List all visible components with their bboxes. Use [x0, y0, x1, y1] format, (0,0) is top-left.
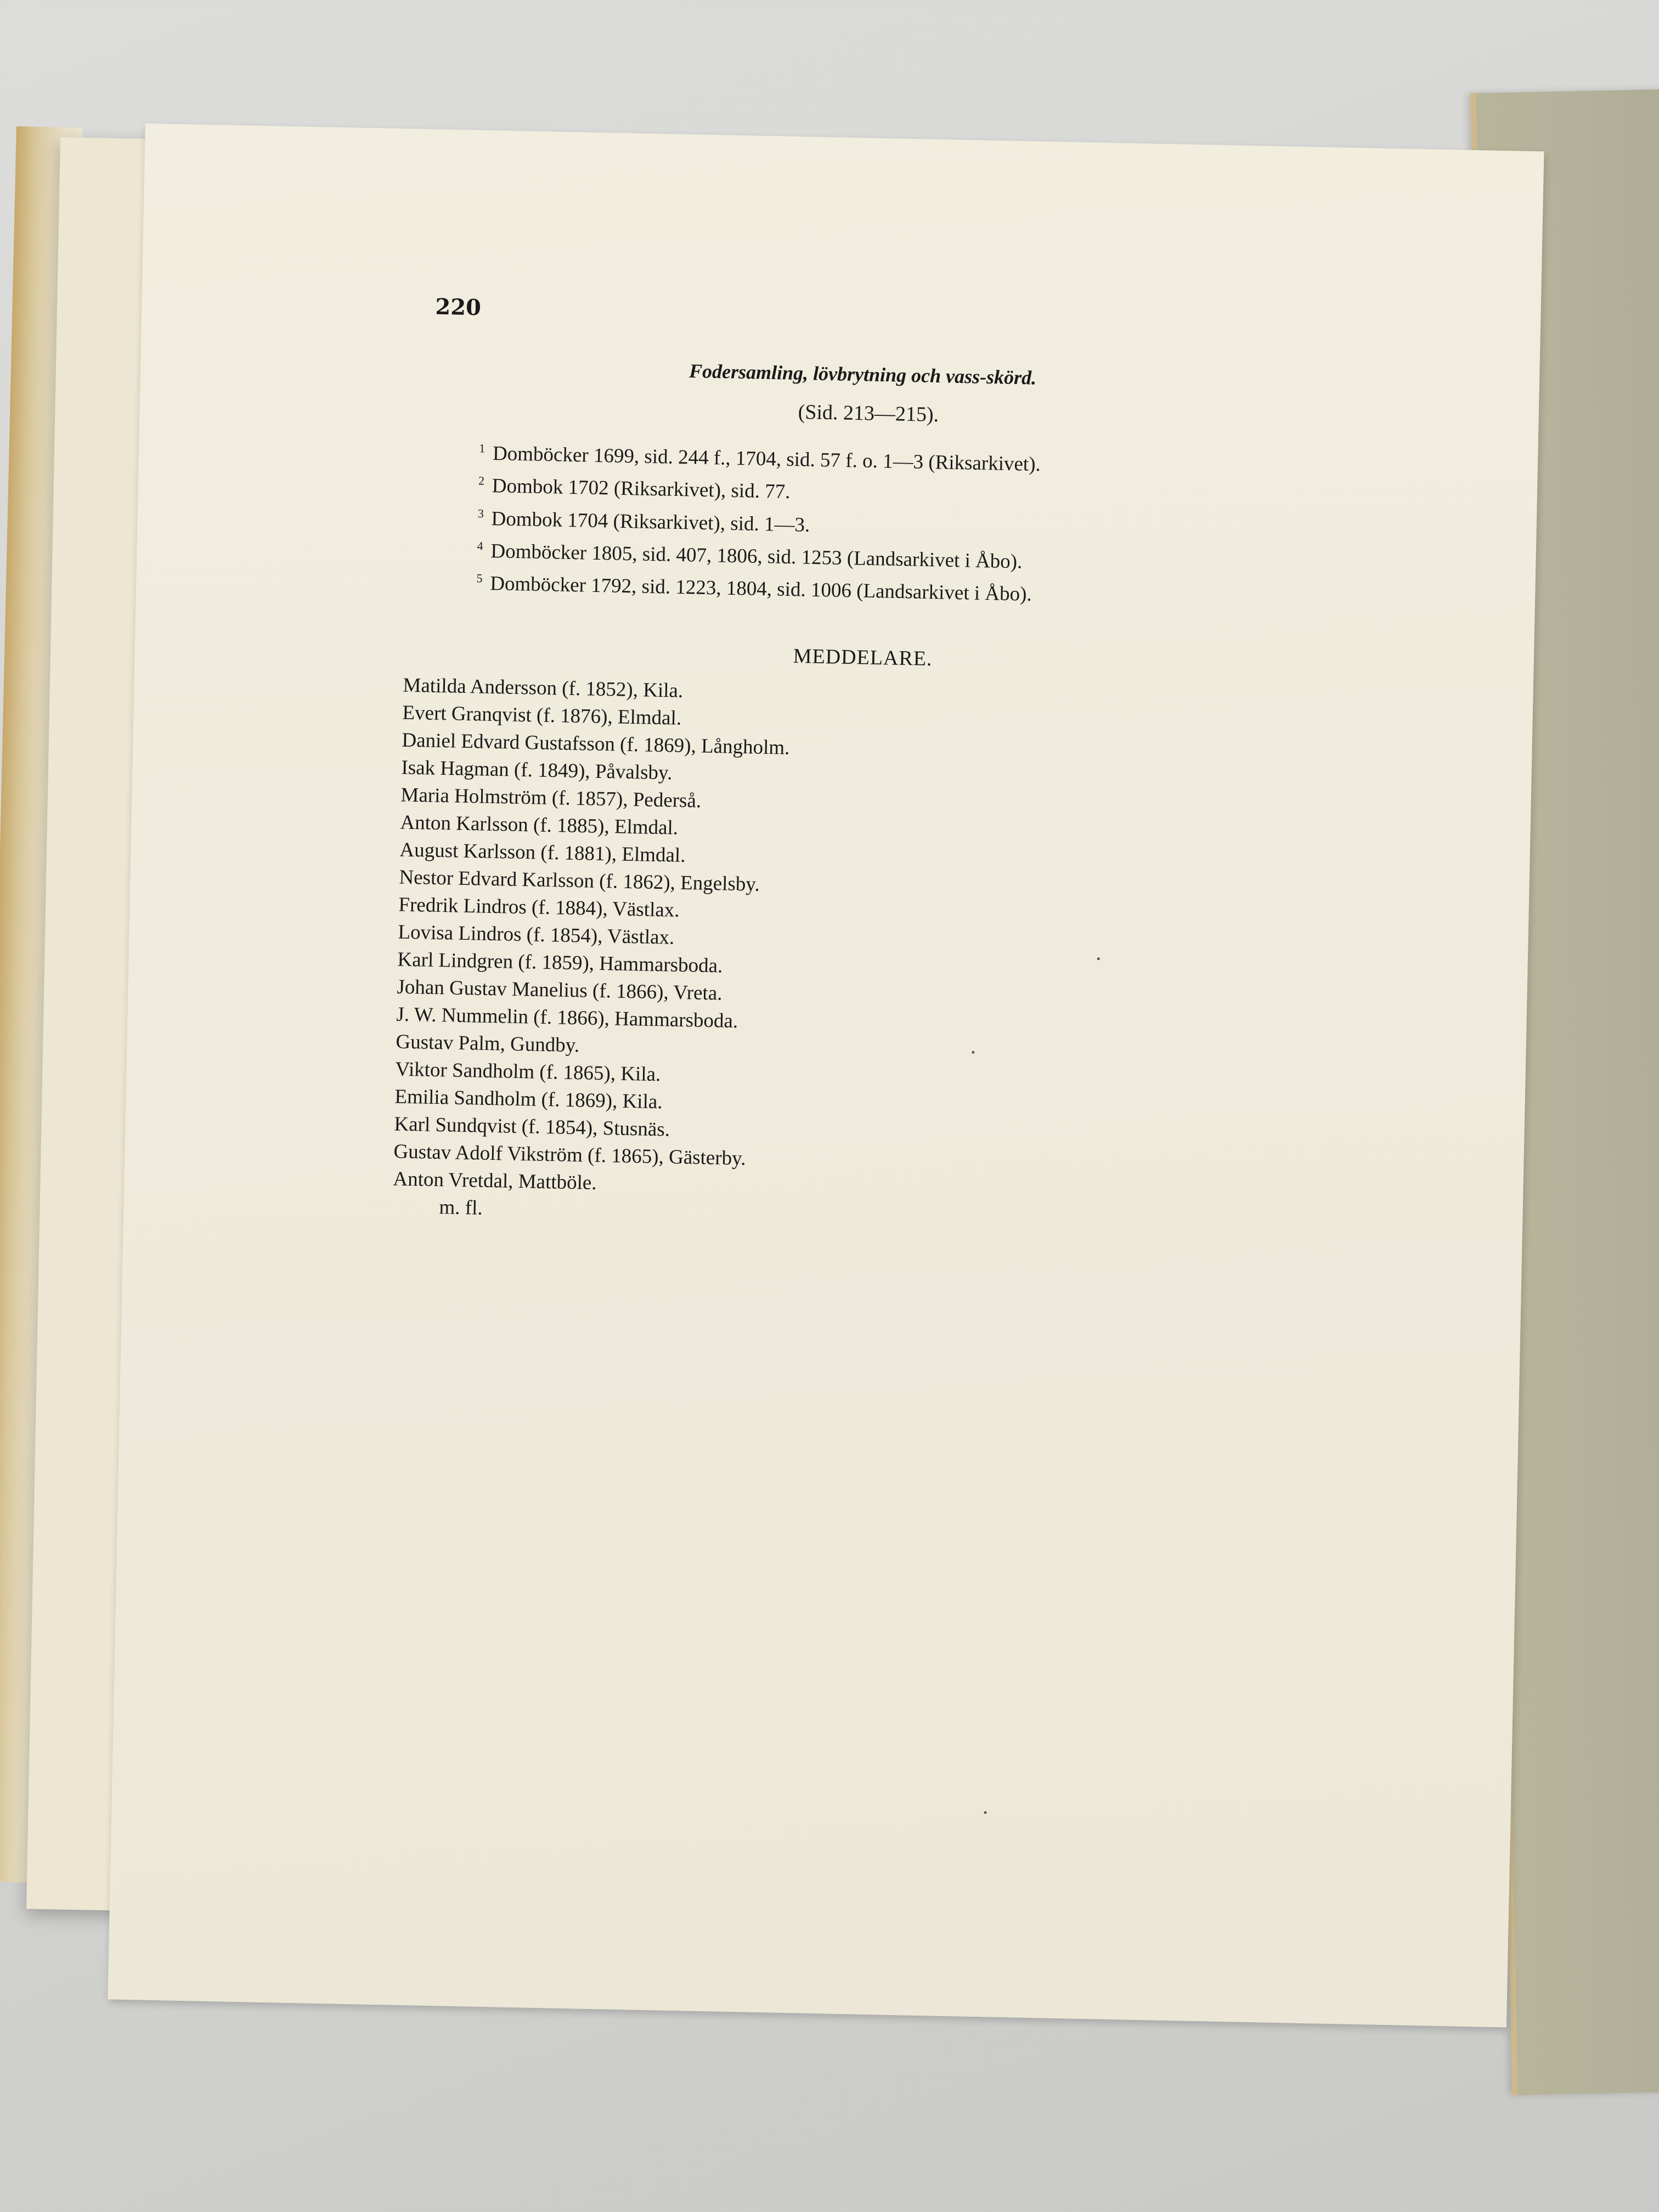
informant-entry: Fredrik Lindros (f. 1884), Västlax.	[398, 893, 680, 922]
informant-entry: Karl Sundqvist (f. 1854), Stusnäs.	[394, 1113, 670, 1141]
book-page	[108, 123, 1544, 2027]
section-page-range: (Sid. 213—215).	[798, 400, 939, 427]
footnote-text: Dombok 1704 (Riksarkivet), sid. 1—3.	[491, 507, 810, 537]
informant-entry: Gustav Palm, Gundby.	[396, 1030, 580, 1057]
informant-entry: Anton Vretdal, Mattböle.	[393, 1167, 597, 1194]
footnote-mark: 2	[478, 473, 485, 488]
section-title: Fodersamling, lövbrytning och vass-skörd.	[689, 359, 1037, 389]
footnote-text: Domböcker 1699, sid. 244 f., 1704, sid. 57 f. o. 1—3 (Riksarkivet).	[492, 442, 1041, 476]
informant-entry: Isak Hagman (f. 1849), Påvalsby.	[401, 756, 673, 785]
informant-entry: Gustav Adolf Vikström (f. 1865), Gästerby.	[393, 1140, 746, 1170]
informant-entry: Emilia Sandholm (f. 1869), Kila.	[394, 1085, 663, 1114]
informant-entry: Karl Lindgren (f. 1859), Hammarsboda.	[397, 948, 723, 978]
page-number: 220	[435, 294, 482, 321]
footnote-mark: 4	[477, 539, 483, 553]
informant-entry: Maria Holmström (f. 1857), Pederså.	[400, 783, 702, 812]
footnote-text: Domböcker 1805, sid. 407, 1806, sid. 1253 (Landsarkivet i Åbo).	[490, 540, 1023, 573]
footnote-text: Dombok 1702 (Riksarkivet), sid. 77.	[492, 475, 791, 504]
footnote-mark: 1	[478, 441, 486, 455]
informant-entry: Anton Karlsson (f. 1885), Elmdal.	[400, 811, 679, 839]
informant-entry: Evert Granqvist (f. 1876), Elmdal.	[402, 701, 682, 730]
informant-entry: August Karlsson (f. 1881), Elmdal.	[399, 838, 686, 867]
informant-entry: Daniel Edvard Gustafsson (f. 1869), Långholm.	[402, 729, 790, 759]
informant-entry: Lovisa Lindros (f. 1854), Västlax.	[398, 921, 675, 949]
meddelare-heading: MEDDELARE.	[793, 644, 933, 670]
informant-entry: Nestor Edvard Karlsson (f. 1862), Engelsby.	[399, 866, 760, 896]
closing-abbreviation: m. fl.	[439, 1196, 483, 1220]
footnote-mark: 5	[476, 571, 483, 585]
paper-speck	[1097, 957, 1100, 960]
informant-entry: Viktor Sandholm (f. 1865), Kila.	[395, 1058, 661, 1086]
informant-list	[392, 672, 791, 1228]
footnote-list	[476, 435, 1041, 608]
informant-entry: Matilda Andersson (f. 1852), Kila.	[403, 674, 684, 702]
informant-entry: Johan Gustav Manelius (f. 1866), Vreta.	[397, 975, 723, 1005]
informant-entry: J. W. Nummelin (f. 1866), Hammarsboda.	[396, 1003, 738, 1033]
footnote-mark: 3	[477, 506, 484, 521]
paper-speck	[972, 1051, 974, 1054]
footnote-text: Domböcker 1792, sid. 1223, 1804, sid. 1006 (Landsarkivet i Åbo).	[489, 572, 1032, 606]
paper-speck	[984, 1811, 986, 1814]
